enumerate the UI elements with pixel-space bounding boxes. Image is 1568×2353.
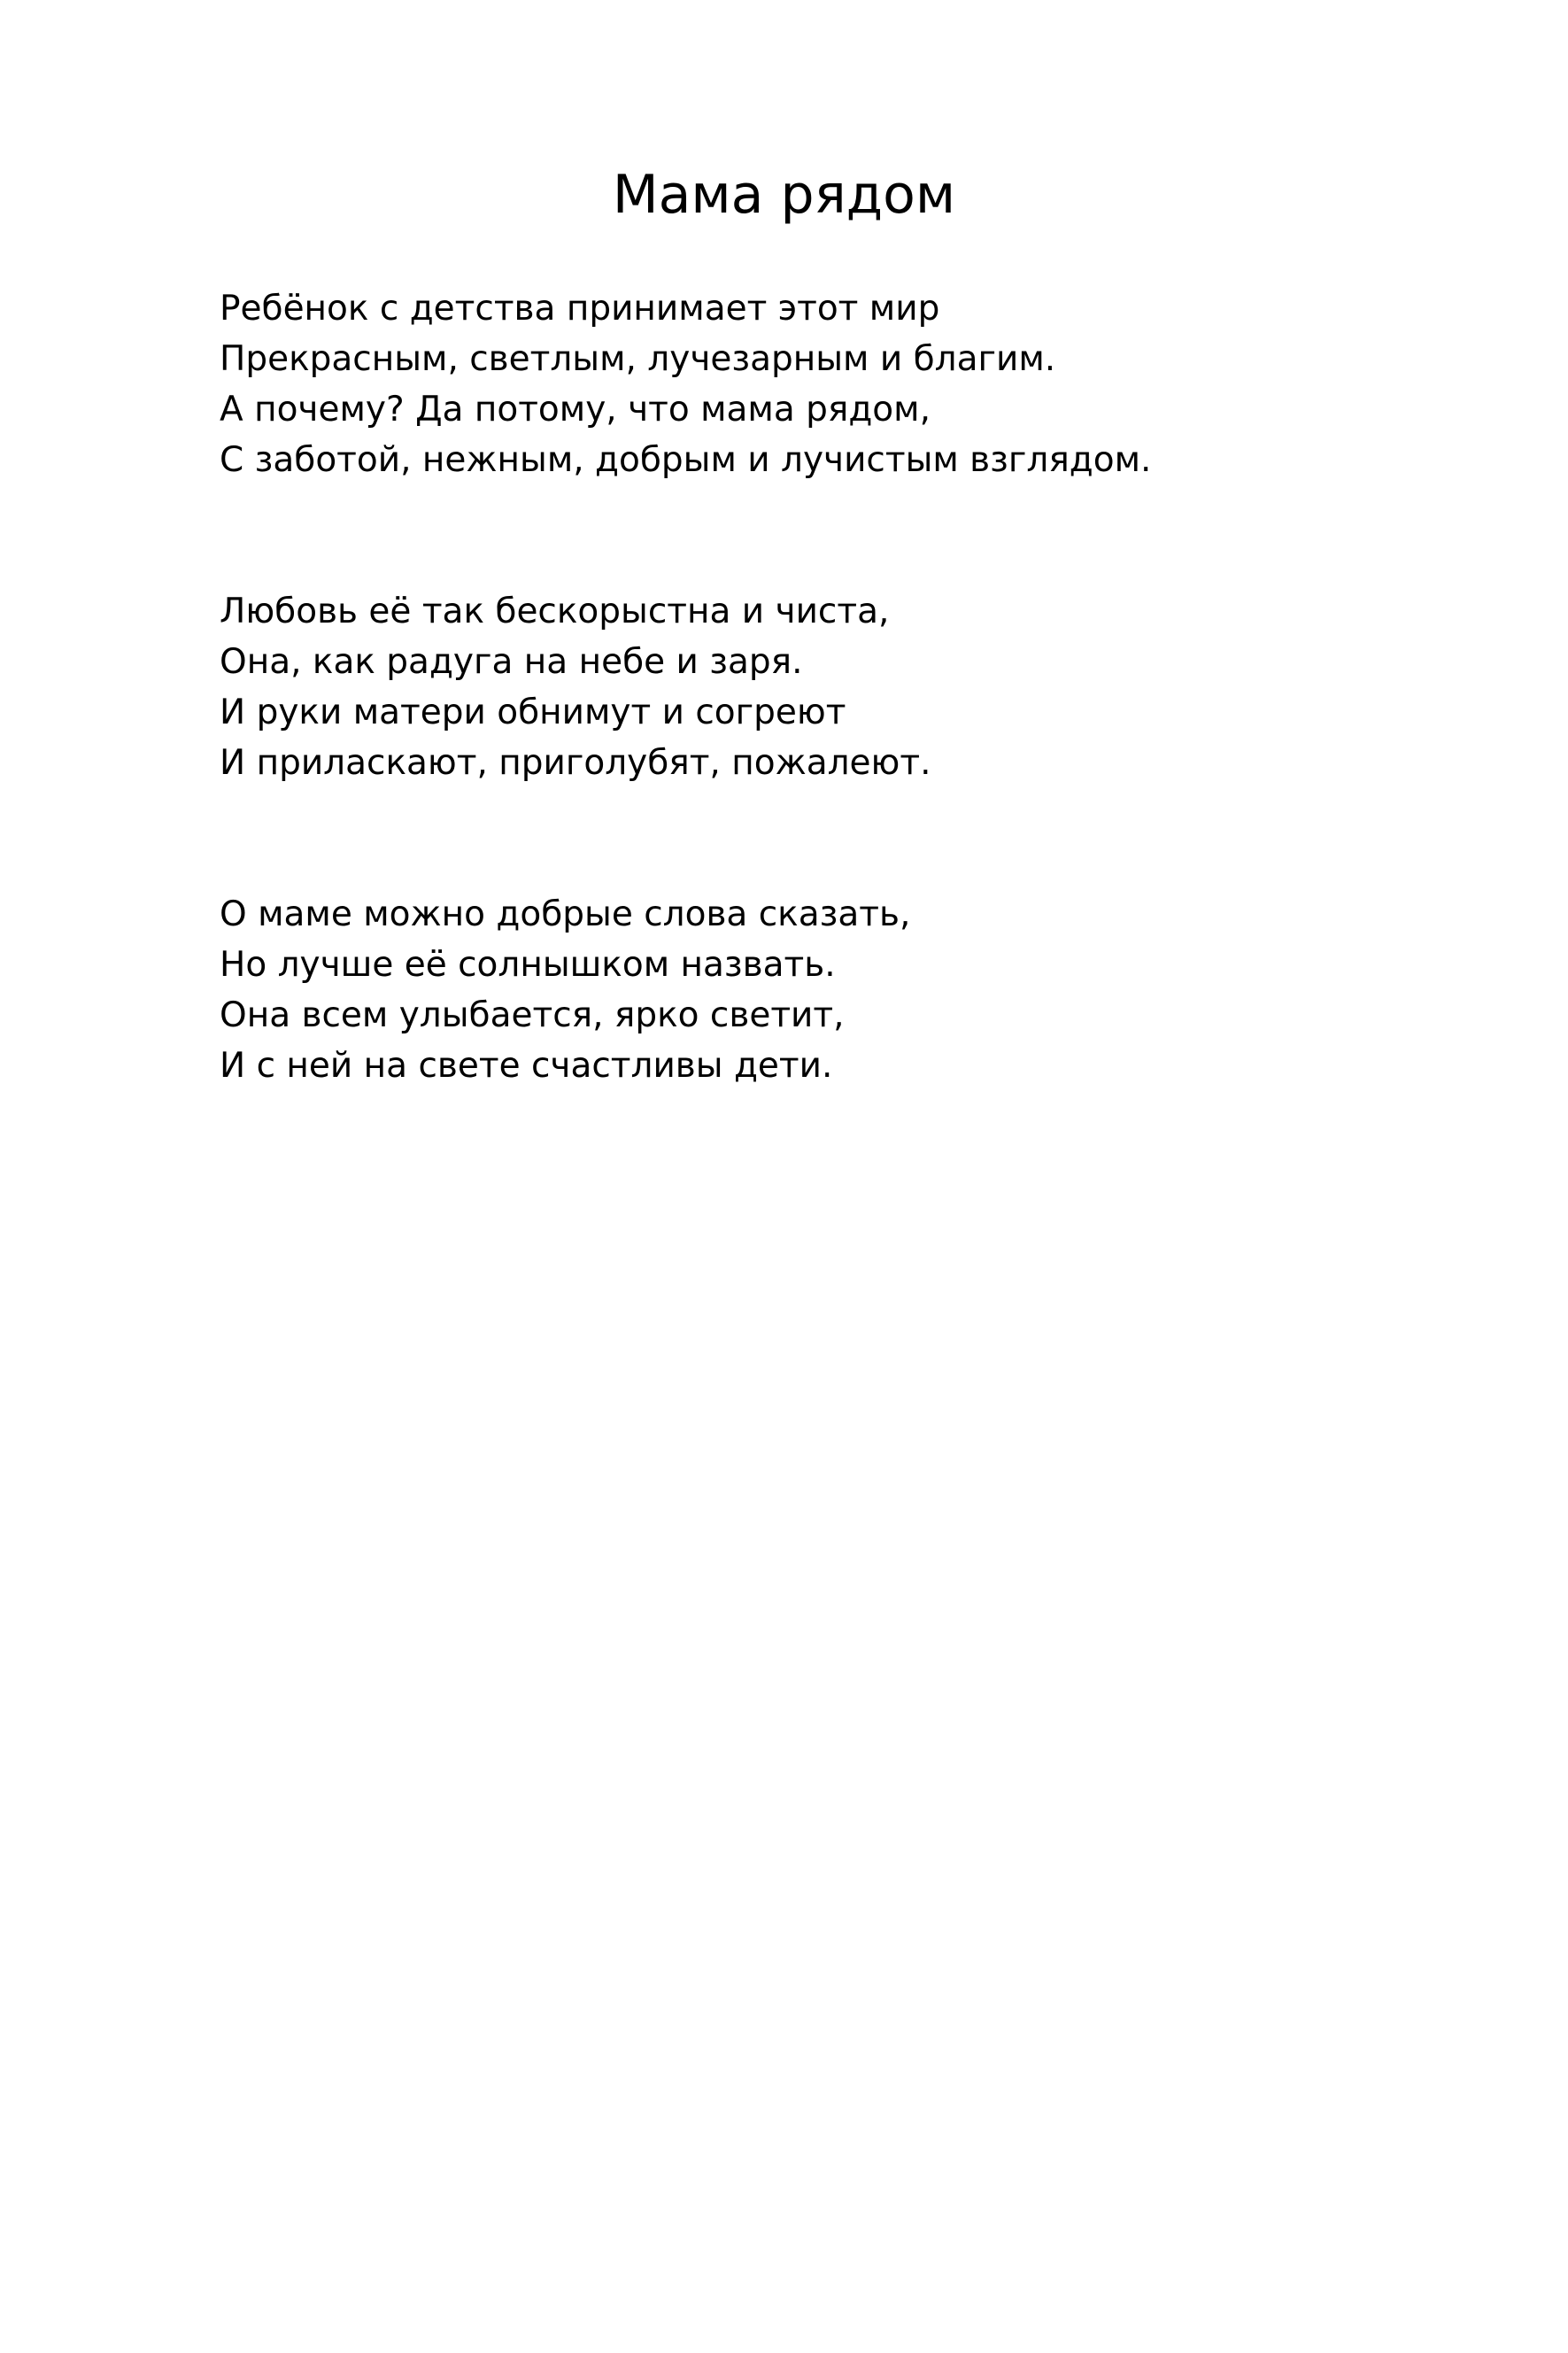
stanza-1	[220, 283, 1371, 485]
poem-line: Любовь её так бескорыстна и чиста,	[220, 592, 890, 631]
poem-line: С заботой, нежным, добрым и лучистым взглядом.	[220, 440, 1152, 480]
stanza-3	[220, 889, 1371, 1091]
poem-line: Прекрасным, светлым, лучезарным и благим.	[220, 339, 1056, 379]
poem-title: Мама рядом	[612, 164, 956, 226]
poem-line: Она, как радуга на небе и заря.	[220, 642, 803, 682]
poem-body	[220, 283, 1371, 1192]
poem-line: И руки матери обнимут и согреют	[220, 693, 846, 732]
poem-line: А почему? Да потому, что мама рядом,	[220, 390, 931, 430]
poem-line: И с ней на свете счастливы дети.	[220, 1046, 833, 1086]
stanza-2	[220, 586, 1371, 788]
poem-line: О маме можно добрые слова сказать,	[220, 894, 911, 934]
poem-line: Но лучше её солнышком назвать.	[220, 945, 836, 985]
poem-line: Она всем улыбается, ярко светит,	[220, 995, 845, 1035]
poem-line: И приласкают, приголубят, пожалеют.	[220, 743, 931, 783]
poem-line: Ребёнок с детства принимает этот мир	[220, 289, 940, 329]
